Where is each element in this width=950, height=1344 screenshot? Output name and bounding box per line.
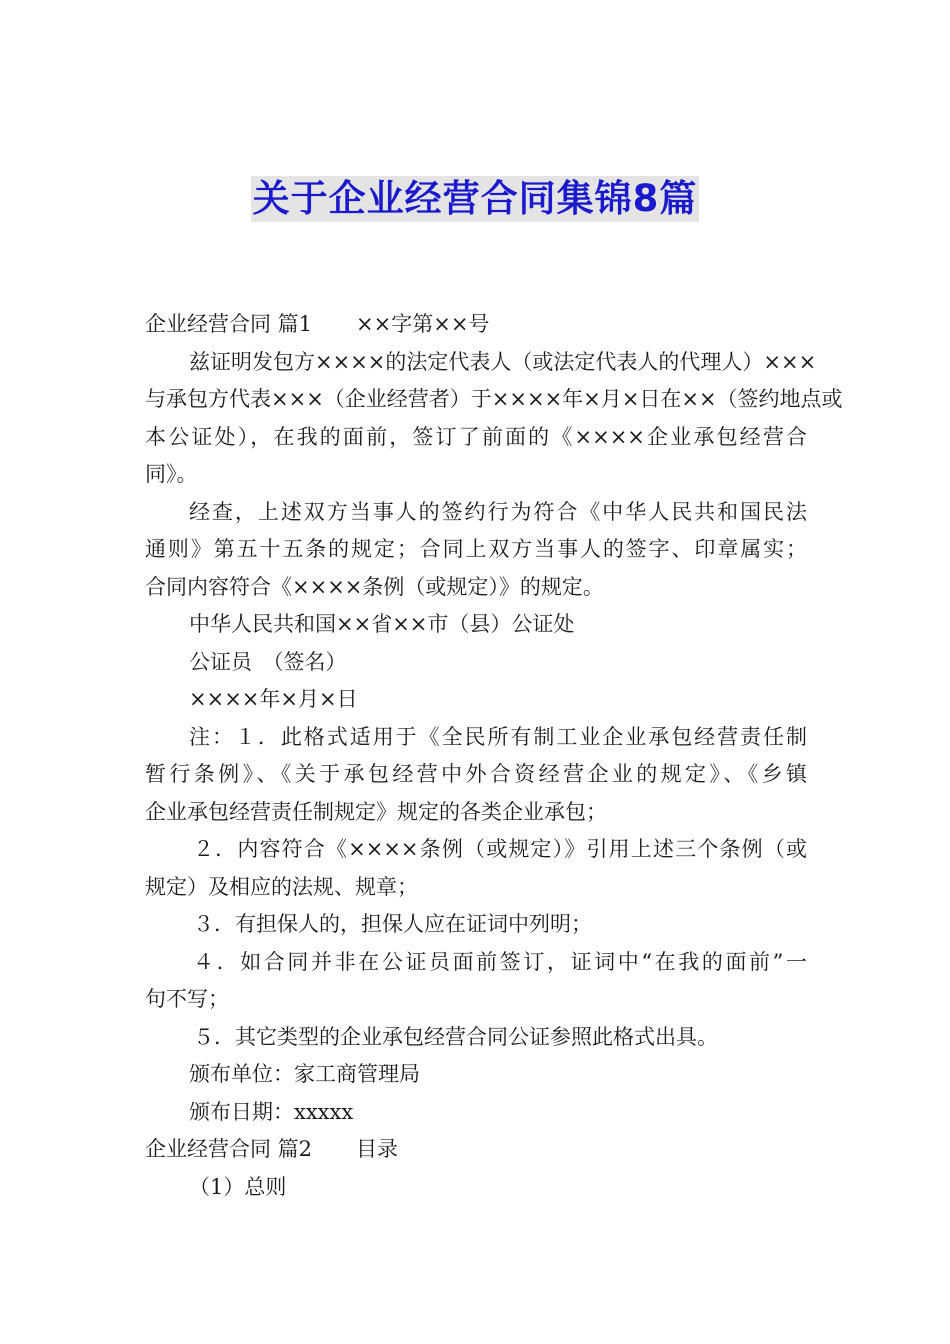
toc-item: （1）总则 xyxy=(189,1174,287,1199)
note-line: 规定）及相应的法规、规章； xyxy=(145,874,418,899)
paragraph-line: 与承包方代表×××（企业经营者）于××××年×月×日在××（签约地点或 xyxy=(145,387,843,411)
section-heading xyxy=(145,306,807,344)
note-line: 注：１．此格式适用于《全民所有制工业企业承包经营责任制 xyxy=(189,724,807,749)
paragraph-line: 合同内容符合《××××条例（或规定）》的规定。 xyxy=(145,574,604,599)
notary-office: 中华人民共和国××省××市（县）公证处 xyxy=(189,612,575,636)
note-line: ４．如合同并非在公证员面前签订，证词中“在我的面前”一 xyxy=(193,949,807,974)
section-heading-note: 目录 xyxy=(356,1137,399,1161)
title-area xyxy=(0,176,950,222)
paragraph-line: 兹证明发包方××××的法定代表人（或法定代表人的代理人）××× xyxy=(189,349,817,374)
note-line: 句不写； xyxy=(145,987,229,1011)
note-4 xyxy=(145,944,807,1019)
paragraph-line: 本公证处），在我的面前，签订了前面的《××××企业承包经营合 xyxy=(145,424,807,449)
notary-signature: 公证员 （签名） xyxy=(189,649,347,674)
issue-date: 颁布日期：xxxxx xyxy=(189,1099,354,1124)
paragraph-line: 同》。 xyxy=(145,462,198,486)
note-line: ２．内容符合《××××条例（或规定）》引用上述三个条例（或 xyxy=(193,837,807,861)
paragraph-line: 经查，上述双方当事人的签约行为符合《中华人民共和国民法 xyxy=(189,499,807,524)
section-heading-note: ××字第××号 xyxy=(356,312,490,336)
note-line: 暂行条例》、《关于承包经营中外合资经营企业的规定》、《乡镇 xyxy=(145,762,807,786)
section-heading xyxy=(145,1131,807,1169)
note-1 xyxy=(145,719,807,832)
notary-date: ××××年×月×日 xyxy=(189,687,358,711)
note-2 xyxy=(145,831,807,906)
issuer: 颁布单位：家工商管理局 xyxy=(189,1062,420,1086)
section-heading-text: 企业经营合同 篇2 xyxy=(145,1137,313,1161)
document-body xyxy=(145,306,843,1206)
paragraph-line: 通则》第五十五条的规定；合同上双方当事人的签字、印章属实； xyxy=(145,537,807,561)
document-title: 关于企业经营合同集锦8篇 xyxy=(252,177,698,220)
paragraph-review xyxy=(145,494,807,607)
note-5: ５．其它类型的企业承包经营合同公证参照此格式出具。 xyxy=(193,1024,718,1049)
note-line: 企业承包经营责任制规定》规定的各类企业承包； xyxy=(145,799,607,824)
note-3: ３．有担保人的，担保人应在证词中列明； xyxy=(193,912,592,936)
section-heading-text: 企业经营合同 篇1 xyxy=(145,312,313,336)
paragraph-certification xyxy=(145,344,843,494)
